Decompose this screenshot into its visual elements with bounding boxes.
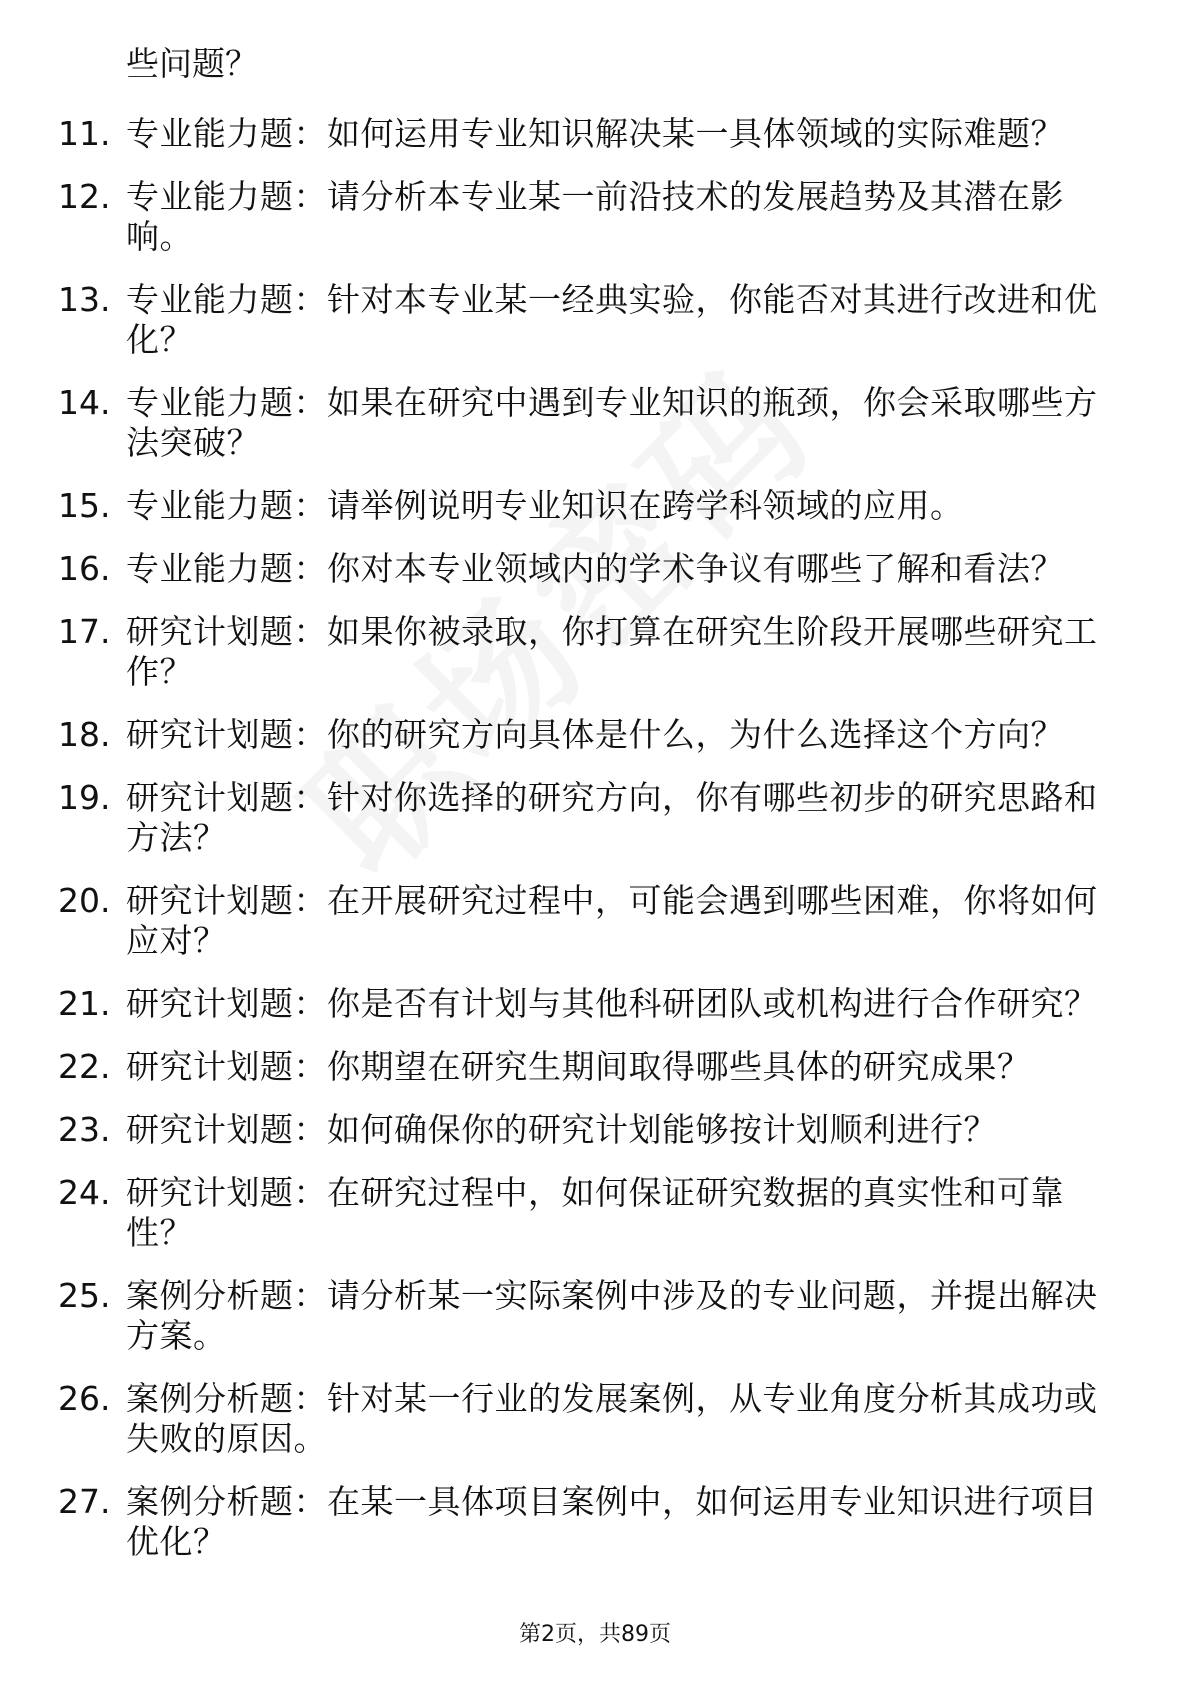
item-text: 案例分析题：在某一具体项目案例中，如何运用专业知识进行项目优化？ — [126, 1482, 1098, 1561]
item-number: 21. — [58, 984, 111, 1023]
item-text: 研究计划题：你的研究方向具体是什么，为什么选择这个方向？ — [126, 715, 1064, 754]
list-item — [0, 177, 1190, 257]
item-text: 专业能力题：如何运用专业知识解决某一具体领域的实际难题？ — [126, 114, 1064, 153]
list-item — [0, 1047, 1190, 1087]
list-item — [0, 114, 1190, 154]
question-list — [0, 114, 1190, 1585]
item-number: 18. — [58, 715, 111, 754]
list-item — [0, 1173, 1190, 1253]
item-number: 13. — [58, 280, 111, 319]
item-number: 14. — [58, 383, 111, 422]
list-item — [0, 486, 1190, 526]
item-number: 23. — [58, 1110, 111, 1149]
item-text: 研究计划题：如何确保你的研究计划能够按计划顺利进行？ — [126, 1110, 997, 1149]
item-number: 11. — [58, 114, 111, 153]
item-number: 15. — [58, 486, 111, 525]
item-text: 研究计划题：在研究过程中，如何保证研究数据的真实性和可靠性？ — [126, 1173, 1064, 1252]
item-number: 25. — [58, 1276, 111, 1315]
item-number: 22. — [58, 1047, 111, 1086]
item-number: 20. — [58, 881, 111, 920]
page-footer: 第2页，共89页 — [519, 1622, 671, 1647]
item-text: 专业能力题：如果在研究中遇到专业知识的瓶颈，你会采取哪些方法突破？ — [126, 383, 1098, 462]
list-item — [0, 778, 1190, 858]
list-item — [0, 881, 1190, 961]
item-number: 19. — [58, 778, 111, 817]
item-text: 案例分析题：针对某一行业的发展案例，从专业角度分析其成功或失败的原因。 — [126, 1379, 1098, 1458]
continued-text: 些问题？ — [126, 44, 258, 83]
item-number: 24. — [58, 1173, 111, 1212]
item-text: 研究计划题：针对你选择的研究方向，你有哪些初步的研究思路和方法？ — [126, 778, 1098, 857]
list-item — [0, 383, 1190, 463]
item-number: 17. — [58, 612, 111, 651]
list-item — [0, 1379, 1190, 1459]
item-text: 研究计划题：你是否有计划与其他科研团队或机构进行合作研究？ — [126, 984, 1098, 1023]
item-number: 16. — [58, 549, 111, 588]
list-item — [0, 1482, 1190, 1562]
list-item — [0, 612, 1190, 692]
item-text: 专业能力题：你对本专业领域内的学术争议有哪些了解和看法？ — [126, 549, 1064, 588]
item-number: 26. — [58, 1379, 111, 1418]
list-item — [0, 1276, 1190, 1356]
item-number: 27. — [58, 1482, 111, 1521]
item-text: 专业能力题：针对本专业某一经典实验，你能否对其进行改进和优化？ — [126, 280, 1098, 359]
item-text: 研究计划题：在开展研究过程中，可能会遇到哪些困难，你将如何应对？ — [126, 881, 1098, 960]
list-item — [0, 1110, 1190, 1150]
item-text: 研究计划题：如果你被录取，你打算在研究生阶段开展哪些研究工作？ — [126, 612, 1098, 691]
list-item — [0, 984, 1190, 1024]
item-number: 12. — [58, 177, 111, 216]
item-text: 研究计划题：你期望在研究生期间取得哪些具体的研究成果？ — [126, 1047, 1031, 1086]
list-item — [0, 549, 1190, 589]
list-item — [0, 715, 1190, 755]
list-item — [0, 280, 1190, 360]
item-text: 案例分析题：请分析某一实际案例中涉及的专业问题，并提出解决方案。 — [126, 1276, 1098, 1355]
item-text: 专业能力题：请分析本专业某一前沿技术的发展趋势及其潜在影响。 — [126, 177, 1064, 256]
item-text: 专业能力题：请举例说明专业知识在跨学科领域的应用。 — [126, 486, 964, 525]
